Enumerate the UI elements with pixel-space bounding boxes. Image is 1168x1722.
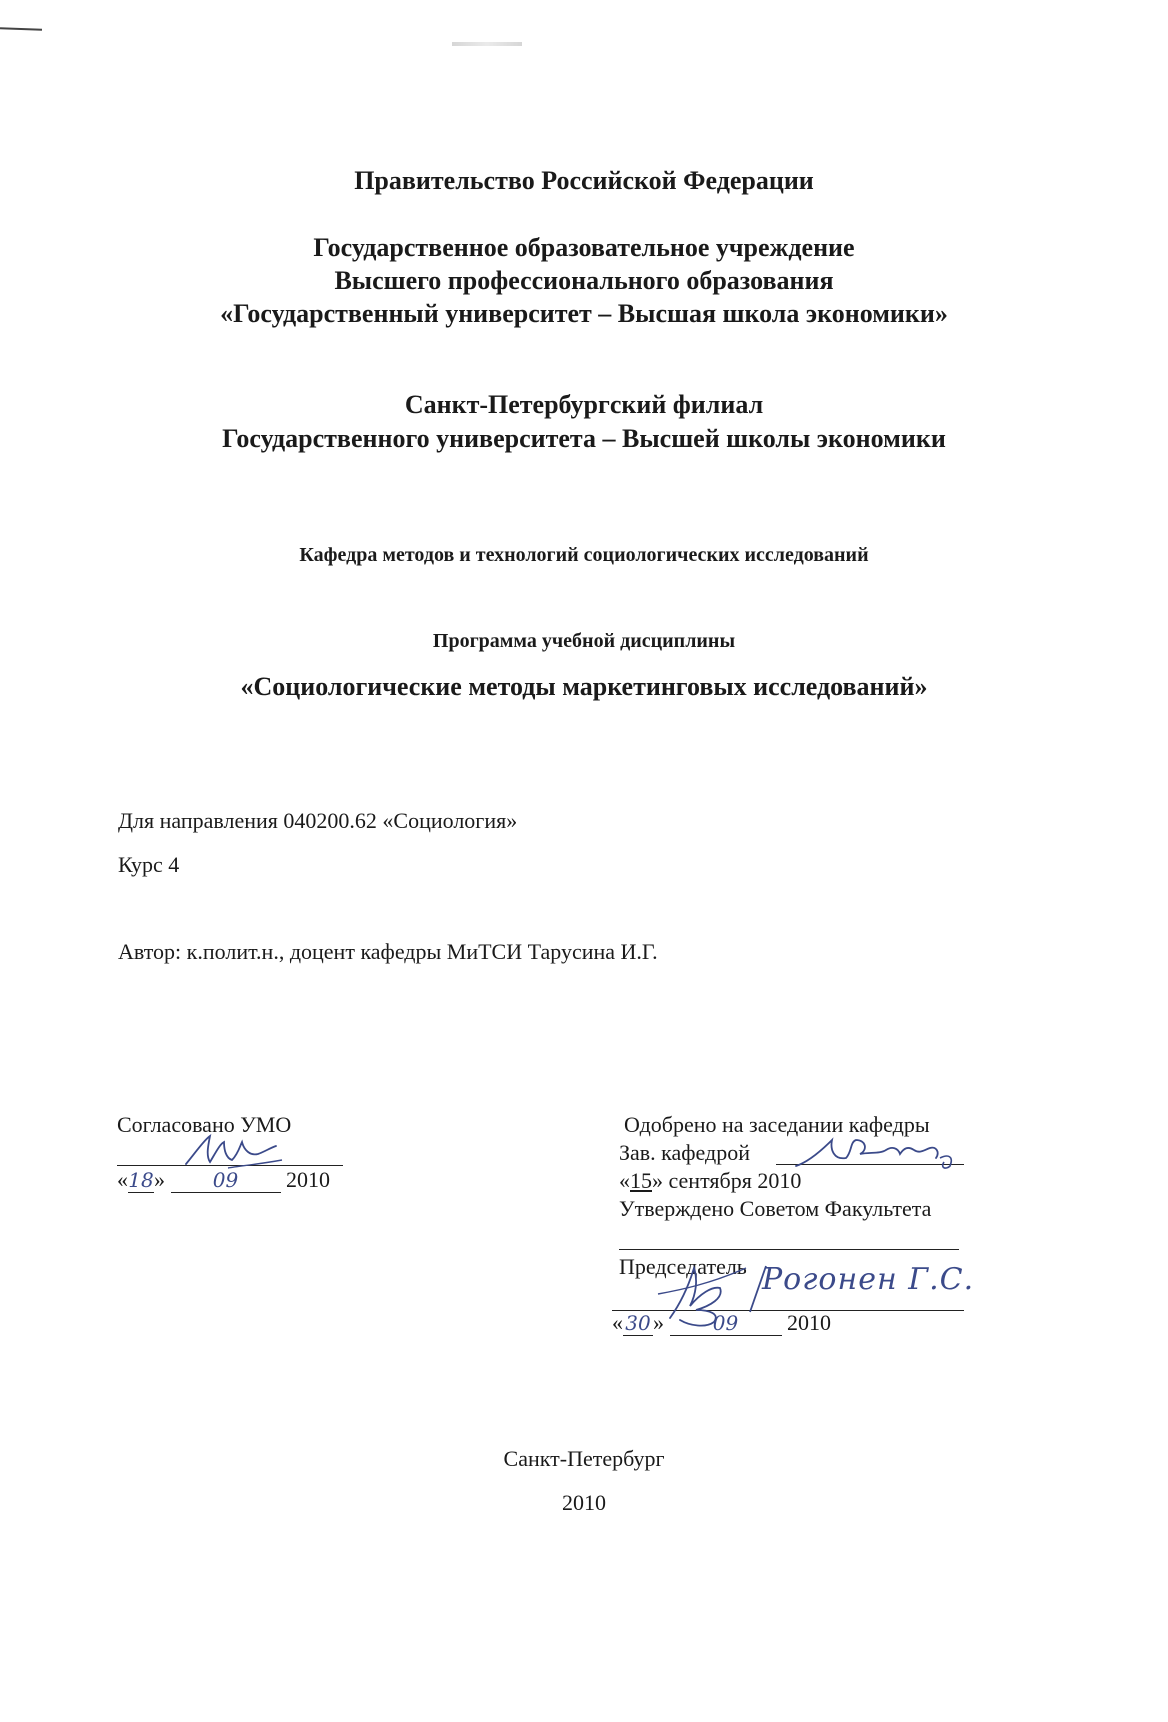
council-approval-date: « 30 » 09 2010 bbox=[612, 1310, 831, 1335]
department-approval-date: «15» сентября 2010 bbox=[619, 1168, 802, 1193]
head-signature bbox=[790, 1132, 970, 1177]
council-approval-text: Утверждено Советом Факультета bbox=[619, 1196, 932, 1221]
council-year: 2010 bbox=[787, 1310, 831, 1335]
umo-approval-title: Согласовано УМО bbox=[117, 1112, 292, 1137]
course-number: Курс 4 bbox=[118, 852, 180, 877]
institution-line-2: Высшего профессионального образования bbox=[334, 266, 834, 295]
department-day: 15 bbox=[630, 1168, 652, 1193]
course-title: «Социологические методы маркетинговых исследований» bbox=[240, 672, 928, 701]
branch-line-2: Государственного университета – Высшей школы экономики bbox=[222, 424, 946, 453]
head-of-department-label: Зав. кафедрой bbox=[619, 1140, 750, 1165]
council-day: 30 bbox=[623, 1311, 653, 1336]
city-name: Санкт-Петербург bbox=[503, 1446, 665, 1471]
publication-year: 2010 bbox=[562, 1490, 606, 1515]
government-title: Правительство Российской Федерации bbox=[354, 166, 814, 195]
chair-name: Рогонен Г.С. bbox=[762, 1262, 974, 1297]
umo-year: 2010 bbox=[286, 1167, 330, 1192]
scan-mark-top-left bbox=[0, 27, 42, 30]
scan-mark-top bbox=[452, 42, 522, 46]
council-top-line bbox=[619, 1249, 959, 1250]
author-text: Автор: к.полит.н., доцент кафедры МиТСИ Тарусина И.Г. bbox=[118, 939, 658, 964]
institution-line-1: Государственное образовательное учреждение bbox=[313, 233, 855, 262]
chair-name-slash bbox=[746, 1264, 770, 1314]
department-name: Кафедра методов и технологий социологических исследований bbox=[299, 544, 869, 566]
umo-month: 09 bbox=[171, 1168, 281, 1193]
council-month: 09 bbox=[670, 1311, 782, 1336]
institution-line-3: «Государственный университет – Высшая школа экономики» bbox=[220, 299, 948, 328]
chair-label: Председатель bbox=[619, 1254, 747, 1279]
department-approval-title: Одобрено на заседании кафедры bbox=[624, 1112, 930, 1137]
direction-text: Для направления 040200.62 «Социология» bbox=[118, 808, 518, 833]
branch-line-1: Санкт-Петербургский филиал bbox=[404, 390, 764, 419]
umo-date: «18» 09 2010 bbox=[117, 1167, 330, 1192]
umo-day: 18 bbox=[128, 1168, 154, 1192]
program-label: Программа учебной дисциплины bbox=[432, 630, 736, 652]
